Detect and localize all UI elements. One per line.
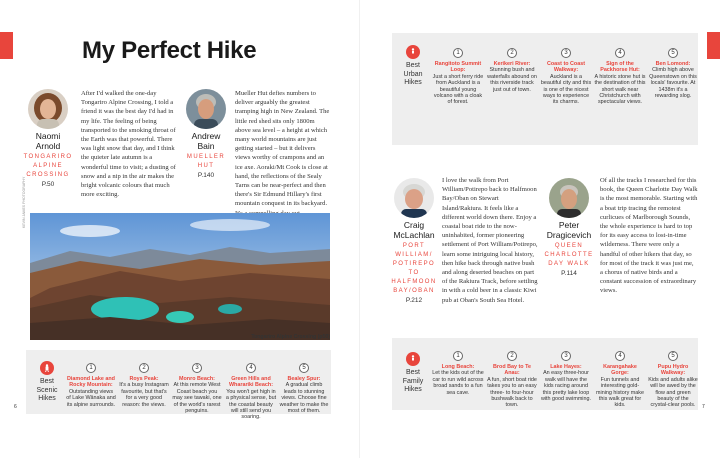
hike-description: It's a busy Instagram favourite, but that's for a very good reason: the views. xyxy=(119,382,169,408)
box-label: Best Urban Hikes xyxy=(396,45,430,88)
number-badge: 1 xyxy=(86,363,96,373)
hike-description: A historic stone hut is the destination of this short walk near Christchurch with spectacular views. xyxy=(594,73,646,106)
author-name: Peter Dragicevich xyxy=(546,220,592,240)
number-badge: 1 xyxy=(453,351,463,361)
hike-title: Lake Hayes: xyxy=(550,364,582,370)
number-badge: 2 xyxy=(507,48,517,58)
number-badge: 5 xyxy=(668,48,678,58)
number-badge: 4 xyxy=(246,363,256,373)
author-text-peter: Of all the tracks I researched for this book, the Queen Charlotte Day Walk is the most memorable. Starting with a boat trip tracing the remotest curlicues of Marlborough Sounds, the whole experience is hard to top for its easy access to lost-in-time wilderness. There were only a handful of other hikers that day, so for most of the track it was just me, a chorus of native birds and a constant succession of extraordinary views. xyxy=(600,177,698,295)
hike-title: Diamond Lake and Rocky Mountain: xyxy=(67,376,115,389)
hike-title: Rangitoto Summit Loop: xyxy=(434,61,482,74)
box-label: Best Scenic Hikes xyxy=(30,361,64,404)
hike-description: Climb high above Queenstown on this locals' favourite. At 1438m it's a rewarding slog. xyxy=(649,67,697,100)
hike-description: At this remote West Coast beach you may see tawaki, one of the world's rarest penguins. xyxy=(172,382,222,415)
hike-title: Long Beach: xyxy=(441,364,475,370)
number-badge: 1 xyxy=(453,48,463,58)
avatar xyxy=(394,178,434,218)
hiker-badge-icon xyxy=(406,45,420,59)
box-label: Best Family Hikes xyxy=(396,352,430,395)
author-hike: MUELLER HUT xyxy=(186,154,226,169)
hike-description: Kids and adults alike will be awed by the flow and green beauty of the crystal-clear pools. xyxy=(648,376,698,409)
family-hike-1 xyxy=(432,344,484,396)
hike-description: An easy three-hour walk will have the kids racing around this pretty lake loop with good swimming. xyxy=(540,370,592,403)
tongariro-photo xyxy=(30,213,330,340)
number-badge: 3 xyxy=(192,363,202,373)
author-andrew xyxy=(184,89,228,179)
author-page-ref: P.114 xyxy=(561,270,577,277)
author-text-andrew: Mueller Hut defies numbers to deliver arguably the greatest tramping high in New Zealand. The little red shed sits only 1800m above sea level – a height at which many world mountains are just getting started – but it delivers views worthy of crampons and an ice axe. Aoraki/Mt Cook is close at hand, the reflections of the Sealy Tarns can be near-perfect and then there's Sir Edmund Hillary's first mountain conquest in its backyard. xyxy=(235,90,330,208)
number-badge: 4 xyxy=(615,351,625,361)
hike-description: Stunning bush and waterfalls abound on this riverside track just out of town. xyxy=(487,67,537,93)
avatar xyxy=(186,89,226,129)
author-craig xyxy=(390,178,438,304)
avatar xyxy=(549,178,589,218)
page-number-right: 7 xyxy=(702,404,705,410)
hike-description: Just a short ferry ride from Auckland is a beautiful young volcano with a cloak of forest. xyxy=(432,73,484,106)
author-page-ref: P.212 xyxy=(405,297,423,304)
author-name: Craig McLachlan xyxy=(393,220,435,240)
author-page-ref: P.50 xyxy=(41,181,55,188)
best-urban-hikes-box xyxy=(392,33,698,145)
urban-hike-4 xyxy=(594,41,646,106)
number-badge: 2 xyxy=(139,363,149,373)
hike-description: Fun tunnels and interesting gold-mining history make this walk great for kids. xyxy=(596,376,644,409)
family-hike-3 xyxy=(540,344,592,402)
author-text-craig: I love the walk from Port William/Potirepo back to Halfmoon Bay/Oban on Stewart Island/Rakiura. It feels like a different world down there. Enjoy a coastal boat ride to the now-uninhabited, former pioneering settlement of Port William/Potirepo, learn some intriguing local history, then hike back through native bush and along deserted beaches on part of the Rakiura Track, before settling in with a cold beer in a classic Kiwi pub at Oban's South Sea Hotel. xyxy=(442,177,538,304)
hike-description: Outstanding views of Lake Wānaka and its alpine surrounds. xyxy=(66,388,116,408)
number-badge: 3 xyxy=(561,351,571,361)
number-badge: 3 xyxy=(561,48,571,58)
scenic-hike-1 xyxy=(66,356,116,408)
number-badge: 5 xyxy=(299,363,309,373)
hike-title: Monro Beach: xyxy=(179,376,215,382)
hike-description: Auckland is a beautiful city and this is one of the nicest ways to experience its charms. xyxy=(540,73,592,106)
hike-description: A gradual climb leads to stunning views. Choose fine weather to make the most of them. xyxy=(279,382,329,415)
urban-hike-1 xyxy=(432,41,484,106)
urban-hike-5 xyxy=(648,41,698,99)
urban-hike-2 xyxy=(486,41,538,93)
author-page-ref: P.140 xyxy=(197,172,215,179)
scenic-hike-5 xyxy=(279,356,329,414)
hike-title: Roys Peak: xyxy=(129,376,159,382)
author-name: Naomi Arnold xyxy=(35,131,61,151)
hike-title: Kerikeri River: xyxy=(493,61,531,67)
best-scenic-hikes-box xyxy=(26,350,331,421)
hike-title: Brod Bay to Te Anau: xyxy=(493,364,531,377)
hiker-badge-icon xyxy=(40,361,54,375)
hike-title: Sign of the Packhorse Hut: xyxy=(600,61,640,74)
page-title: My Perfect Hike xyxy=(82,37,257,64)
number-badge: 5 xyxy=(668,351,678,361)
author-hike: TONGARIRO ALPINE CROSSING xyxy=(23,154,73,178)
hike-title: Coast to Coast Walkway: xyxy=(546,61,586,74)
author-name: Andrew Bain xyxy=(191,131,221,151)
page-number-left: 6 xyxy=(14,404,17,410)
scenic-hike-3 xyxy=(172,356,222,414)
hike-title: Green Hills and Wharariki Beach: xyxy=(228,376,274,389)
urban-hike-3 xyxy=(540,41,592,106)
family-hike-2 xyxy=(486,344,538,409)
family-hike-5 xyxy=(648,344,698,409)
hike-description: You won't get high in a physical sense, but the coastal beauty will still send you soaring. xyxy=(225,388,277,421)
hike-description: A fun, short boat ride takes you to an easy three- to four-hour bushwalk back to town. xyxy=(487,376,537,409)
number-badge: 4 xyxy=(615,48,625,58)
right-page xyxy=(360,0,720,458)
photo-credit: KEVIN JAMES PHOTOGRAPHY xyxy=(22,176,26,228)
scenic-hike-4 xyxy=(225,356,277,421)
hiker-badge-icon xyxy=(406,352,420,366)
scenic-hike-2 xyxy=(119,356,169,408)
best-family-hikes-box xyxy=(392,338,698,410)
hike-title: Bealey Spur: xyxy=(287,376,321,382)
hike-title: Ben Lomond: xyxy=(655,61,691,67)
number-badge: 2 xyxy=(507,351,517,361)
hike-description: Let the kids out of the car to run wild across broad sands to a fun sea cave. xyxy=(432,370,484,396)
photo-caption: Tongariro Alpine Crossing (p50) xyxy=(251,334,330,340)
family-hike-4 xyxy=(594,344,646,409)
author-hike: QUEEN CHARLOTTE DAY WALK xyxy=(544,243,594,267)
author-hike: PORT WILLIAM/ POTIREPO TO HALFMOON BAY/OBAN xyxy=(391,243,437,294)
author-naomi xyxy=(22,89,74,188)
avatar xyxy=(28,89,68,129)
hike-title: Pupu Hydro Walkway: xyxy=(657,364,689,377)
author-peter xyxy=(541,178,597,277)
hike-title: Karangahake Gorge: xyxy=(603,364,637,377)
author-text-naomi: After I'd walked the one-day Tongariro Alpine Crossing, I told a friend it was the best day I'd had in my life. The feeling of being transported to the smoking throat of the Earth was that powerful. There was light snow that day, and I think the quieter late autumn is a wonderful time to visit; a dusting of snow and a nip in the air makes the bright volcanic colours that much more exciting. xyxy=(81,90,176,199)
